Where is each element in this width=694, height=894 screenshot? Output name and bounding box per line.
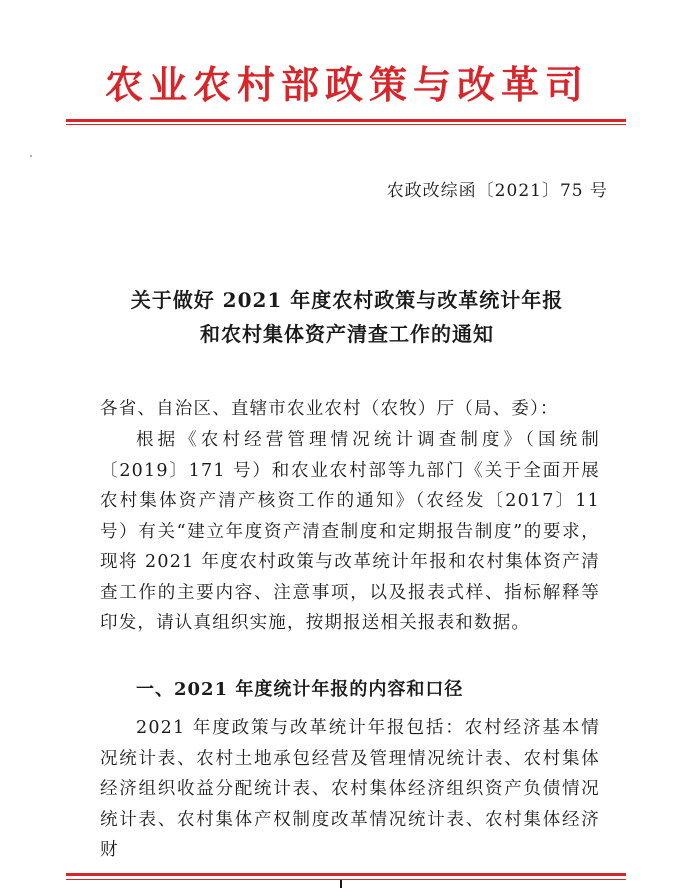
document-title-line-1: 关于做好 2021 年度农村政策与改革统计年报 [130, 288, 564, 312]
header-red-rule-thick [66, 119, 626, 122]
footer-red-rule-thick [66, 873, 626, 876]
document-title-line-2: 和农村集体资产清查工作的通知 [200, 322, 494, 346]
document-title [0, 283, 694, 351]
section-1-heading: 一、2021 年度统计年报的内容和口径 [136, 679, 464, 700]
paragraph-2: 2021 年度政策与改革统计年报包括：农村经济基本情况统计表、农村土地承包经营及管理情况统计表、农村集体经济组织收益分配统计表、农村集体经济组织资产负债情况统计表、农村集体产权制度改革情况统计表、农村集体经济财 [100, 718, 600, 860]
footer-red-rule-thin [66, 879, 626, 880]
header-red-rule-thin [66, 124, 626, 125]
scan-speck [30, 155, 32, 157]
paragraph-1: 根据《农村经营管理情况统计调查制度》（国统制〔2019〕171 号）和农业农村部等九部门《关于全面开展农村集体资产清产核资工作的通知》（农经发〔2017〕11 号）有关“建立年度资产清查制度和定期报告制度”的要求，现将 2021 年度农村政策与改革统计年报和农村集体资产清查工作的主要内容、注意事项，以及报表式样、指标解释等印发，请认真组织实施，按期报送相关报表和数据。 [100, 430, 600, 633]
page-mark [340, 880, 342, 888]
org-header-title: 农业农村部政策与改革司 [104, 62, 589, 107]
document-number: 农政改综函〔2021〕75 号 [386, 181, 608, 201]
salutation: 各省、自治区、直辖市农业农村（农牧）厅（局、委）： [100, 399, 559, 419]
